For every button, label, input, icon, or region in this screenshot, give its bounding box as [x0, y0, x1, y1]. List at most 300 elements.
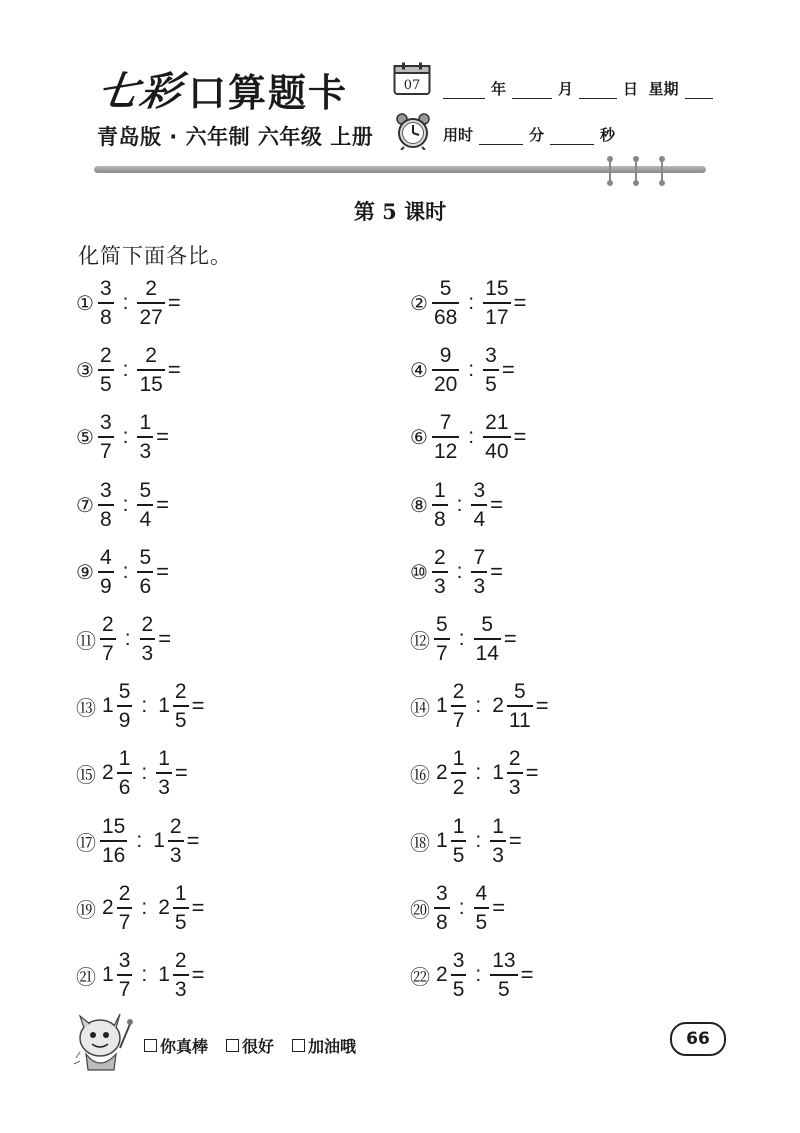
problem-16: [410, 745, 538, 801]
numerator: 5: [439, 277, 452, 300]
denominator: 7: [118, 911, 131, 934]
problem-number: ⑫: [410, 628, 430, 653]
numerator: 1: [139, 411, 152, 434]
checkbox-good[interactable]: [226, 1039, 239, 1052]
numerator: 5: [139, 479, 152, 502]
fraction-bar: [98, 369, 114, 371]
problem-19: [76, 880, 204, 936]
fraction-bar: [98, 436, 114, 438]
numerator: 2: [433, 546, 446, 569]
denominator: 9: [99, 575, 112, 598]
problem-number: ②: [410, 291, 428, 315]
ratio-colon: :: [458, 627, 465, 650]
fraction: [432, 412, 459, 462]
problem-18: [410, 813, 522, 869]
fraction: [168, 816, 184, 866]
problem-number: ⑥: [410, 425, 428, 449]
denominator: 3: [492, 844, 504, 867]
problem-3: [76, 342, 181, 398]
equals-sign: =: [186, 828, 200, 853]
self-rating-group: [144, 1034, 356, 1057]
fraction: [432, 547, 448, 597]
numerator: 3: [118, 949, 131, 972]
denominator: 27: [139, 306, 163, 329]
fraction: [98, 345, 114, 395]
denominator: 3: [174, 978, 187, 1001]
whole-number: 1: [436, 829, 448, 852]
fraction-bar: [434, 638, 450, 640]
fraction-bar: [451, 772, 467, 774]
denominator: 4: [473, 508, 486, 531]
numerator: 5: [481, 613, 494, 636]
equals-sign: =: [513, 290, 527, 315]
numerator: 9: [439, 344, 452, 367]
problem-13: [76, 678, 204, 734]
whole-number: 2: [436, 761, 448, 784]
problem-number: ⑮: [76, 762, 96, 787]
problem-1: [76, 275, 181, 331]
fraction-bar: [168, 840, 184, 842]
year-label: 年: [491, 80, 507, 98]
numerator: 3: [485, 344, 497, 367]
denominator: 5: [174, 709, 187, 732]
lesson-title: 第 5 课时: [353, 199, 447, 224]
denominator: 5: [99, 373, 112, 396]
denominator: 5: [498, 978, 510, 1001]
denominator: 16: [102, 844, 126, 867]
fraction-bar: [117, 974, 133, 976]
ratio-colon: :: [122, 493, 129, 516]
denominator: 17: [485, 306, 509, 329]
denominator: 3: [139, 440, 152, 463]
fraction-bar: [451, 974, 467, 976]
equals-sign: =: [191, 895, 205, 920]
problem-number: ⑨: [76, 560, 94, 584]
problem-9: [76, 544, 169, 600]
denominator: 3: [473, 575, 486, 598]
numerator: 21: [485, 411, 509, 434]
fraction-bar: [98, 504, 114, 506]
numerator: 1: [452, 815, 465, 838]
denominator: 3: [158, 776, 170, 799]
problem-number: ⑪: [76, 628, 96, 653]
fraction: [483, 278, 510, 328]
whole-number: 1: [158, 963, 170, 986]
numerator: 2: [174, 680, 187, 703]
fraction: [100, 816, 127, 866]
denominator: 7: [102, 642, 114, 665]
minutes-blank[interactable]: [479, 128, 523, 145]
problem-11: [76, 611, 171, 667]
fraction-bar: [432, 369, 459, 371]
month-blank[interactable]: [512, 82, 552, 99]
rating-great-label: 你真棒: [160, 1037, 209, 1056]
numerator: 7: [439, 411, 452, 434]
problem-21: [76, 947, 204, 1003]
numerator: 1: [492, 815, 504, 838]
denominator: 11: [508, 709, 531, 732]
calendar-day-text: 07: [403, 78, 421, 93]
fraction: [117, 883, 133, 933]
denominator: 14: [475, 642, 499, 665]
equals-sign: =: [501, 357, 515, 382]
day-blank[interactable]: [579, 82, 617, 99]
fraction: [117, 950, 133, 1000]
weekday-label: 星期: [648, 80, 679, 98]
problem-number: ⑤: [76, 425, 94, 449]
problem-5: [76, 409, 169, 465]
numerator: 2: [169, 815, 182, 838]
year-blank[interactable]: [443, 82, 485, 99]
fraction-bar: [434, 907, 450, 909]
fraction: [507, 681, 533, 731]
numerator: 7: [473, 546, 486, 569]
fraction: [451, 816, 467, 866]
problem-17: [76, 813, 199, 869]
problem-15: [76, 745, 188, 801]
equals-sign: =: [191, 693, 205, 718]
numerator: 2: [174, 949, 187, 972]
month-label: 月: [558, 80, 574, 98]
fraction-bar: [137, 302, 164, 304]
fraction-bar: [474, 638, 501, 640]
fraction-bar: [137, 504, 153, 506]
whole-number: 2: [102, 761, 114, 784]
equals-sign: =: [492, 895, 506, 920]
numerator: 2: [145, 277, 157, 300]
fraction-bar: [471, 504, 487, 506]
weekday-blank[interactable]: [685, 82, 713, 99]
problem-number: ⑦: [76, 493, 94, 517]
ratio-colon: :: [475, 963, 482, 986]
numerator: 5: [118, 680, 131, 703]
fraction: [507, 748, 523, 798]
denominator: 8: [99, 508, 112, 531]
fraction-bar: [432, 302, 459, 304]
fraction: [140, 614, 156, 664]
equals-sign: =: [156, 492, 170, 517]
numerator: 1: [433, 479, 446, 502]
numerator: 2: [508, 747, 521, 770]
denominator: 4: [139, 508, 152, 531]
fraction-bar: [117, 705, 133, 707]
fraction: [451, 748, 467, 798]
problem-number: ⑬: [76, 695, 96, 720]
fraction: [434, 614, 450, 664]
ratio-colon: :: [475, 829, 482, 852]
problem-6: [410, 409, 526, 465]
denominator: 5: [485, 373, 497, 396]
fraction: [137, 412, 153, 462]
ratio-colon: :: [456, 493, 463, 516]
fraction-bar: [117, 772, 133, 774]
logo-main-text: 口算题卡: [188, 71, 349, 115]
fraction-bar: [98, 571, 114, 573]
problem-number: ⑰: [76, 830, 96, 855]
problem-number: ㉒: [410, 964, 430, 989]
denominator: 3: [433, 575, 446, 598]
fraction: [432, 480, 448, 530]
fraction: [474, 883, 490, 933]
problem-14: [410, 678, 549, 734]
ratio-colon: :: [475, 694, 482, 717]
date-fill-line: [443, 78, 719, 99]
fraction: [434, 883, 450, 933]
rating-keep-going-label: 加油哦: [308, 1037, 357, 1056]
denominator: 12: [433, 440, 458, 463]
fraction-bar: [173, 974, 189, 976]
whole-number: 2: [436, 963, 448, 986]
problem-number: ⑭: [410, 695, 430, 720]
whole-number: 1: [158, 694, 170, 717]
fraction: [483, 345, 499, 395]
equals-sign: =: [158, 626, 172, 651]
fraction-bar: [173, 705, 189, 707]
fraction: [137, 345, 164, 395]
fraction-bar: [98, 302, 114, 304]
problem-number: ㉑: [76, 964, 96, 989]
fraction: [137, 278, 164, 328]
problem-8: [410, 477, 503, 533]
denominator: 8: [99, 306, 112, 329]
fraction: [471, 480, 487, 530]
denominator: 5: [452, 978, 465, 1001]
numerator: 3: [99, 479, 112, 502]
denominator: 68: [433, 306, 458, 329]
fraction-bar: [137, 571, 153, 573]
header-divider: [94, 166, 706, 173]
numerator: 3: [452, 949, 465, 972]
ratio-colon: :: [122, 560, 129, 583]
numerator: 1: [452, 747, 465, 770]
rating-good-label: 很好: [242, 1037, 275, 1056]
numerator: 3: [99, 411, 112, 434]
problem-7: [76, 477, 169, 533]
ratio-colon: :: [458, 896, 465, 919]
denominator: 3: [169, 844, 182, 867]
equals-sign: =: [490, 559, 504, 584]
denominator: 3: [141, 642, 154, 665]
numerator: 2: [145, 344, 157, 367]
whole-number: 2: [492, 694, 504, 717]
fraction: [98, 547, 114, 597]
numerator: 1: [118, 747, 131, 770]
fraction: [173, 883, 189, 933]
rating-great[interactable]: [144, 1034, 208, 1057]
equals-sign: =: [520, 962, 534, 987]
fraction: [451, 950, 467, 1000]
fraction: [483, 412, 510, 462]
fraction: [137, 480, 153, 530]
denominator: 3: [508, 776, 521, 799]
denominator: 5: [475, 911, 488, 934]
numerator: 3: [473, 479, 486, 502]
binder-ring-icon: [659, 156, 665, 186]
ratio-colon: :: [122, 425, 129, 448]
ratio-colon: :: [141, 896, 148, 919]
numerator: 4: [475, 882, 488, 905]
fraction-bar: [156, 772, 172, 774]
numerator: 15: [485, 277, 509, 300]
problem-number: ⑲: [76, 897, 96, 922]
fraction-bar: [471, 571, 487, 573]
whole-number: 2: [158, 896, 170, 919]
whole-number: 1: [102, 694, 114, 717]
problem-number: ⑱: [410, 830, 430, 855]
fraction-bar: [507, 772, 523, 774]
ratio-colon: :: [456, 560, 463, 583]
numerator: 2: [99, 344, 112, 367]
ratio-colon: :: [124, 627, 131, 650]
ratio-colon: :: [468, 425, 475, 448]
fraction: [98, 278, 114, 328]
problem-number: ③: [76, 358, 94, 382]
equals-sign: =: [156, 424, 170, 449]
ratio-colon: :: [141, 761, 148, 784]
numerator: 3: [436, 882, 448, 905]
checkbox-great[interactable]: [144, 1039, 157, 1052]
fraction: [173, 681, 189, 731]
numerator: 5: [139, 546, 152, 569]
fraction: [490, 950, 517, 1000]
logo-script-text: 七彩: [94, 68, 186, 115]
equals-sign: =: [535, 693, 549, 718]
numerator: 5: [436, 613, 448, 636]
equals-sign: =: [525, 760, 539, 785]
problem-number: ⑳: [410, 897, 430, 922]
numerator: 3: [99, 277, 112, 300]
ratio-colon: :: [468, 291, 475, 314]
problem-20: [410, 880, 505, 936]
fraction: [471, 547, 487, 597]
fraction: [98, 480, 114, 530]
fraction-bar: [432, 436, 459, 438]
equals-sign: =: [167, 357, 181, 382]
fraction-bar: [483, 436, 510, 438]
page-number: 66: [670, 1022, 726, 1056]
numerator: 5: [513, 680, 526, 703]
fraction-bar: [507, 705, 533, 707]
fraction: [490, 816, 506, 866]
numerator: 4: [99, 546, 112, 569]
denominator: 40: [485, 440, 509, 463]
equals-sign: =: [513, 424, 527, 449]
fraction: [474, 614, 501, 664]
fraction: [173, 950, 189, 1000]
equals-sign: =: [503, 626, 517, 651]
fraction: [117, 681, 133, 731]
fraction-bar: [483, 369, 499, 371]
fraction-bar: [100, 840, 127, 842]
fraction-bar: [432, 571, 448, 573]
fraction-bar: [173, 907, 189, 909]
denominator: 6: [118, 776, 131, 799]
fraction: [451, 681, 467, 731]
problem-number: ⑯: [410, 762, 430, 787]
calendar-icon: [393, 62, 431, 96]
denominator: 8: [433, 508, 446, 531]
problem-number: ①: [76, 291, 94, 315]
equals-sign: =: [156, 559, 170, 584]
whole-number: 1: [153, 829, 165, 852]
fraction-bar: [490, 974, 517, 976]
ratio-colon: :: [468, 358, 475, 381]
fraction-bar: [140, 638, 156, 640]
fraction: [100, 614, 116, 664]
problem-2: [410, 275, 526, 331]
denominator: 2: [452, 776, 465, 799]
denominator: 6: [139, 575, 152, 598]
whole-number: 1: [102, 963, 114, 986]
denominator: 5: [452, 844, 465, 867]
numerator: 2: [452, 680, 465, 703]
whole-number: 1: [436, 694, 448, 717]
denominator: 15: [139, 373, 163, 396]
fraction-bar: [490, 840, 506, 842]
numerator: 13: [492, 949, 516, 972]
problem-10: [410, 544, 503, 600]
equals-sign: =: [490, 492, 504, 517]
fraction: [432, 278, 459, 328]
problem-4: [410, 342, 515, 398]
fraction-bar: [117, 907, 133, 909]
ratio-colon: :: [136, 829, 143, 852]
seconds-blank[interactable]: [550, 128, 594, 145]
equals-sign: =: [167, 290, 181, 315]
binder-ring-icon: [607, 156, 613, 186]
denominator: 20: [433, 373, 458, 396]
equals-sign: =: [508, 828, 522, 853]
numerator: 2: [118, 882, 131, 905]
time-fill-line: [443, 124, 615, 145]
equals-sign: =: [174, 760, 188, 785]
rating-good[interactable]: [226, 1034, 274, 1057]
rating-keep-going[interactable]: [292, 1034, 356, 1057]
numerator: 2: [141, 613, 154, 636]
seconds-label: 秒: [600, 126, 616, 144]
brand-logo: [94, 62, 349, 115]
fraction: [117, 748, 133, 798]
fraction-bar: [137, 436, 153, 438]
fraction-bar: [483, 302, 510, 304]
problem-12: [410, 611, 517, 667]
denominator: 9: [118, 709, 131, 732]
ratio-colon: :: [141, 963, 148, 986]
denominator: 7: [452, 709, 465, 732]
fraction: [432, 345, 459, 395]
fraction-bar: [451, 705, 467, 707]
denominator: 7: [436, 642, 448, 665]
whole-number: 1: [492, 761, 504, 784]
problem-22: [410, 947, 533, 1003]
fraction-bar: [474, 907, 490, 909]
checkbox-keep-going[interactable]: [292, 1039, 305, 1052]
alarm-clock-icon: [395, 112, 431, 150]
whole-number: 2: [102, 896, 114, 919]
denominator: 7: [118, 978, 131, 1001]
fraction-bar: [137, 369, 164, 371]
ratio-colon: :: [122, 358, 129, 381]
ratio-colon: :: [475, 761, 482, 784]
instruction-text: 化简下面各比。: [78, 244, 232, 268]
fraction-bar: [451, 840, 467, 842]
fraction-bar: [100, 638, 116, 640]
numerator: 15: [102, 815, 126, 838]
binder-ring-icon: [633, 156, 639, 186]
equals-sign: =: [191, 962, 205, 987]
minutes-label: 分: [529, 126, 545, 144]
numerator: 1: [174, 882, 187, 905]
